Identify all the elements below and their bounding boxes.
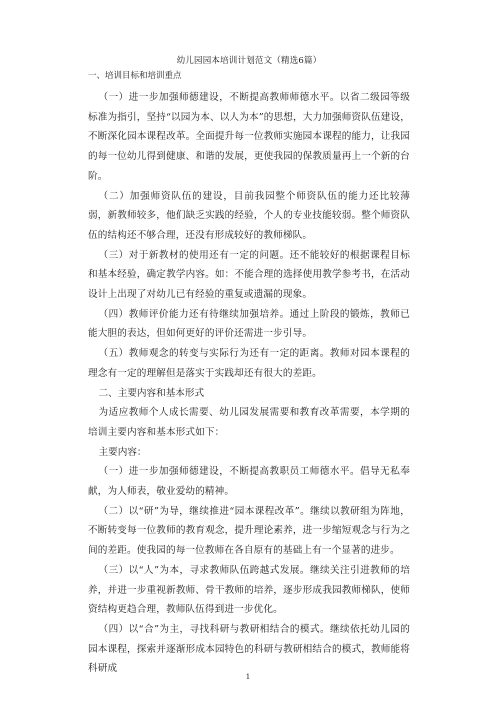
paragraph: （四）教师评价能力还有待继续加强培养。通过上阶段的锻炼，教师已能大胆的表达，但如何更好的评价还需进一步引导。 — [88, 308, 410, 340]
paragraph: （二）以“研”为导，继续推进“园本课程改革”。继续以教研组为阵地，不断转变每一位教师的教育观念，提升理论素养，进一步缩短观念与行为之间的差距。使我园的每一位教师在各自原有的基础上有一个显著的进步。 — [88, 505, 410, 557]
paragraph: （四）以“合”为主，寻找科研与教研相结合的模式。继续依托幼儿园的园本课程，探索并逐渐形成本园特色的科研与教研相结合的模式，教师能将科研成 — [88, 623, 410, 675]
sub-label: 主要内容： — [98, 446, 147, 458]
paragraph: （二）加强师资队伍的建设，目前我园整个师资队伍的能力还比较薄弱，新教师较多，他们缺乏实践的经验，个人的专业技能较弱。整个师资队伍的结构还不够合理，还没有形成较好的教师梯队。 — [88, 190, 410, 241]
paragraph: （三）对于新教材的使用还有一定的问题。还不能较好的根据课程目标和基本经验，确定教学内容。如：不能合理的选择使用教学参考书，在活动设计上出现了对幼儿已有经验的重复或遗漏的现象。 — [88, 249, 410, 301]
paragraph: （一）进一步加强师德建设，不断提高教职员工师德水平。倡导无私奉献，为人师表，敬业爱幼的精神。 — [88, 466, 410, 498]
paragraph: （一）进一步加强师德建设，不断提高教师师德水平。以省二级园等级标准为指引，坚持“以园为本、以人为本”的思想，大力加强师资队伍建设，不断深化园本课程改革。全面提升每一位教师实施园本课程的能力，让我园的每一位幼儿得到健康、和谐的发展，更使我园的保教质量再上一个新的台阶。 — [88, 92, 410, 182]
section-heading-1: 一、培训目标和培训重点 — [88, 71, 182, 81]
page-number: 1 — [245, 673, 251, 681]
paragraph: 为适应教师个人成长需要、幼儿园发展需要和教育改革需要，本学期的培训主要内容和基本形式如下： — [88, 407, 410, 438]
paragraph: （三）以“人”为本，寻求教师队伍跨越式发展。继续关注引进教师的培养，并进一步重视新教师、骨干教师的培养，逐步形成我园教师梯队，使师资结构更趋合理，教师队伍得到进一步优化。 — [88, 564, 410, 616]
document-title: 幼儿园园本培训计划范文（精选6篇） — [176, 56, 322, 66]
document-body — [88, 55, 410, 679]
paragraph: （五）教师观念的转变与实际行为还有一定的距离。教师对园本课程的理念有一定的理解但是落实于实践却还有很大的差距。 — [88, 348, 410, 379]
section-heading-2: 二、主要内容和基本形式 — [98, 387, 205, 399]
